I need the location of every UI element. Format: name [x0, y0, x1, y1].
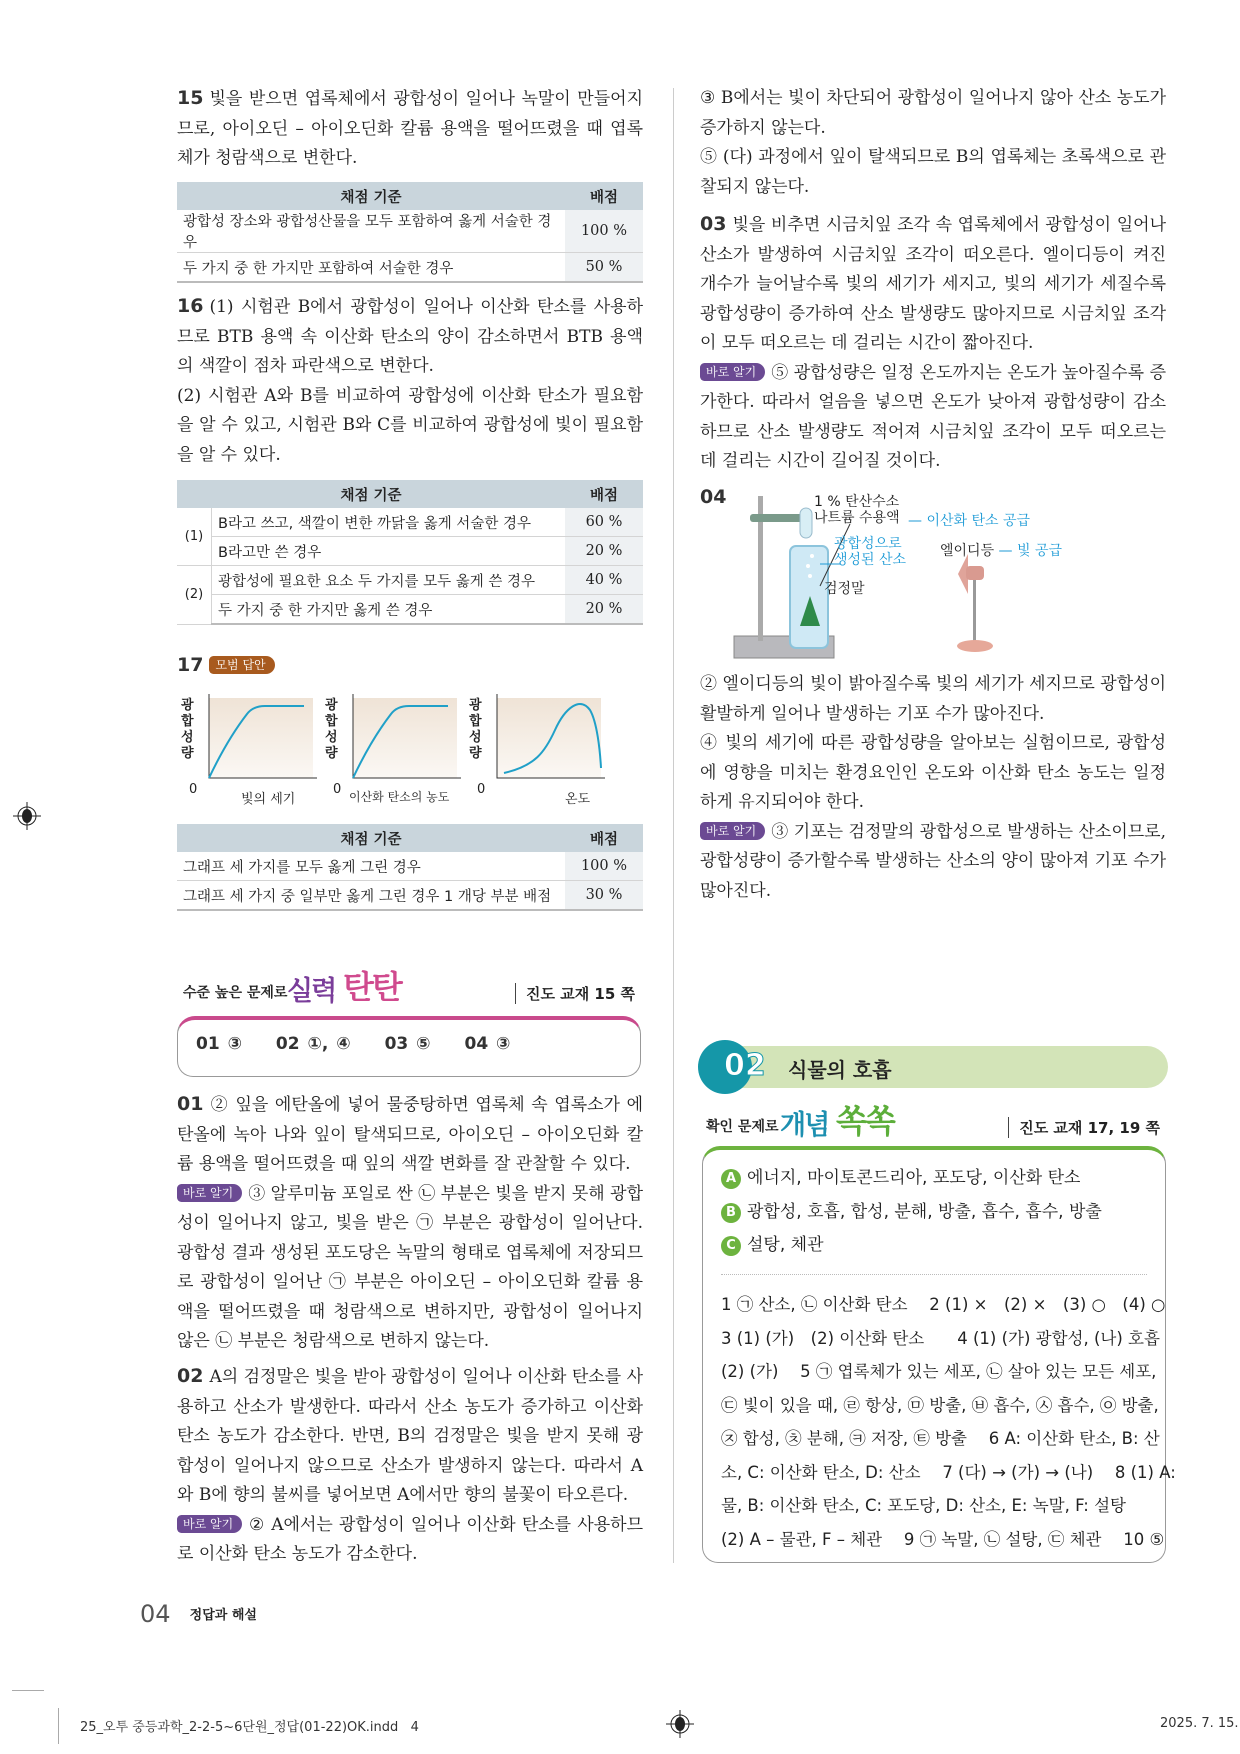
chapter-number: 02 — [724, 1048, 766, 1083]
q-number: 04 — [700, 486, 727, 508]
concept-mark: A — [721, 1169, 741, 1189]
answer-text: ④ 빛의 세기에 따른 광합성량을 알아보는 실험이므로, 광합성에 영향을 미치는 환경요인인 온도와 이산화 탄소 농도는 일정하게 유지되어야 한다. — [700, 733, 1166, 812]
header-points: 배점 — [565, 182, 643, 210]
answer-line: 1 ㉠ 산소, ㉡ 이산화 탄소 2 (1) × (2) × (3) ○ (4) ○ — [721, 1295, 1166, 1314]
criteria: 광합성 장소와 광합성산물을 모두 포함하여 옳게 서술한 경우 — [177, 210, 565, 253]
points: 50 % — [565, 253, 643, 283]
x-axis-label: 이산화 탄소의 농도 — [349, 790, 450, 804]
answer-line: ㉨ 합성, ㉩ 분해, ㉪ 저장, ㉫ 방출 6 A: 이산화 탄소, B: 산 — [721, 1429, 1160, 1448]
y-axis-label: 광합성량 — [469, 698, 482, 761]
chapter-banner — [702, 1046, 1168, 1088]
criteria: 그래프 세 가지를 모두 옳게 그린 경우 — [177, 852, 565, 881]
answer-lines — [721, 1288, 1176, 1556]
correction-badge: 바로 알기 — [177, 1515, 242, 1533]
graph-light — [209, 694, 317, 778]
correction-badge: 바로 알기 — [700, 822, 765, 840]
model-answer-badge: 모범 답안 — [209, 656, 274, 674]
quick-answer: 02 ①, ④ — [275, 1034, 351, 1054]
table-row — [177, 537, 643, 566]
led-label: 엘이디등 — 빛 공급 — [940, 543, 1063, 559]
a03 — [700, 210, 1166, 477]
column-divider — [673, 88, 674, 1563]
section-header-silryeok — [177, 968, 643, 1008]
textbook-reference: 진도 교재 17, 19 쪽 — [1008, 1117, 1160, 1138]
oxygen-label — [834, 536, 906, 568]
label-line: 나트륨 수용액 — [814, 510, 900, 526]
q-number: 01 — [177, 1093, 204, 1115]
label-line: 생성된 산소 — [834, 552, 907, 568]
quick-answers-box — [177, 1016, 641, 1077]
section-title-accent: 쏙쏙 — [836, 1102, 894, 1140]
label-text: 빛 공급 — [1017, 543, 1063, 559]
concept-answers-box — [702, 1146, 1176, 1563]
header-points: 배점 — [565, 480, 643, 508]
points: 20 % — [565, 595, 643, 625]
points: 30 % — [565, 881, 643, 911]
quick-answer: 01 ③ — [196, 1034, 242, 1054]
concept-list — [721, 1162, 1102, 1263]
co2-supply-label: — 이산화 탄소 공급 — [908, 513, 1031, 529]
answer-text: 빛을 받으면 엽록체에서 광합성이 일어나 녹말이 만들어지므로, 아이오딘 – 아이오딘화 칼륨 용액을 떨어뜨렸을 때 엽록체가 청람색으로 변한다. — [177, 89, 643, 168]
y-axis-label: 광합성량 — [325, 698, 338, 761]
concept-mark: C — [721, 1236, 741, 1256]
crop-mark — [58, 1708, 59, 1744]
scoring-table-17 — [177, 824, 643, 911]
section-title: 개념 — [780, 1110, 829, 1141]
points: 40 % — [565, 566, 643, 595]
answer-text: ③ 알루미늄 포일로 싼 ㉡ 부분은 빛을 받지 못해 광합성이 일어나지 않고, 빛을 받은 ㉠ 부분은 광합성이 일어난다. 광합성 결과 생성된 포도당은 녹말의 형태로 엽록체에 저장되므로 광합성이 일어난 ㉠ 부분은 아이오딘 – 아이오딘화 칼륨 용액을 떨어뜨렸을 때 청람색으로 변하지만, 광합성이 일어나지 않은 ㉡ 부분은 청람색으로 변하지 않는다. — [177, 1183, 643, 1351]
answer-line: ㉢ 빛이 있을 때, ㉣ 항상, ㉤ 방출, ㉥ 흡수, ㉦ 흡수, ㉧ 방출, — [721, 1395, 1159, 1415]
concept-mark: B — [721, 1203, 741, 1223]
answer-line: 물, B: 이산화 탄소, C: 포도당, D: 산소, E: 녹말, F: 설탕 — [721, 1496, 1126, 1515]
concept-text: 설탕, 체관 — [747, 1235, 824, 1255]
a04 — [700, 670, 1166, 906]
origin-label: 0 — [333, 782, 342, 797]
points: 100 % — [565, 210, 643, 253]
scoring-table-15 — [177, 182, 643, 283]
table-row — [177, 508, 643, 537]
concept-text: 에너지, 마이토콘드리아, 포도당, 이산화 탄소 — [747, 1168, 1081, 1188]
criteria: 두 가지 중 한 가지만 포함하여 서술한 경우 — [177, 253, 565, 283]
registration-mark-icon — [666, 1710, 694, 1738]
crop-mark — [12, 1690, 44, 1691]
group-label: (1) — [177, 508, 212, 566]
concept-item — [721, 1196, 1102, 1230]
answer-text: (1) 시험관 B에서 광합성이 일어나 이산화 탄소를 사용하므로 BTB 용액 속 이산화 탄소의 양이 감소하면서 BTB 용액의 색깔이 점차 파란색으로 변한다. — [177, 297, 643, 376]
print-filename: 25_오투 중등과학_2-2-5~6단원_정답(01-22)OK.indd 4 — [80, 1720, 419, 1735]
quick-answer: 04 ③ — [464, 1034, 511, 1054]
answer-text: (2) 시험관 A와 B를 비교하여 광합성에 이산화 탄소가 필요함을 알 수 있고, 시험관 B와 C를 비교하여 광합성에 빛이 필요함을 알 수 있다. — [177, 385, 643, 465]
q-number: 15 — [177, 87, 204, 109]
footer-title: 정답과 해설 — [189, 1608, 257, 1623]
answer-text: A의 검정말은 빛을 받아 광합성이 일어나 이산화 탄소를 사용하고 산소가 발생한다. 따라서 산소 농도가 증가하고 이산화 탄소 농도가 감소한다. 반면, B의 검정말은 빛을 받지 못해 광합성이 일어나지 않으므로 산소가 발생하지 않는다. 따라서 A와 B에 향의 불씨를 넣어보면 A에서만 향의 불꽃이 타오른다. — [177, 1367, 643, 1505]
a02 — [177, 1362, 643, 1570]
chapter-title: 식물의 호흡 — [788, 1058, 892, 1082]
solution-label — [814, 494, 900, 526]
x-axis-label: 빛의 세기 — [241, 792, 296, 807]
answer-text: ③ 기포는 검정말의 광합성으로 발생하는 산소이므로, 광합성량이 증가할수록 발생하는 산소의 양이 많아져 기포 수가 많아진다. — [700, 821, 1166, 901]
points: 60 % — [565, 508, 643, 537]
section-subtitle: 수준 높은 문제로 — [183, 985, 288, 1001]
a02-continued — [700, 84, 1166, 202]
origin-label: 0 — [189, 782, 198, 797]
q15 — [177, 84, 643, 174]
x-axis-label: 온도 — [565, 792, 591, 807]
page-number: 04 — [140, 1600, 171, 1628]
group-label: (2) — [177, 566, 212, 625]
header-criteria: 채점 기준 — [177, 824, 565, 852]
label-text: 이산화 탄소 공급 — [926, 513, 1031, 529]
q16 — [177, 292, 643, 470]
header-points: 배점 — [565, 824, 643, 852]
section-subtitle: 확인 문제로 — [706, 1119, 779, 1135]
graphs-row — [177, 690, 643, 810]
section-title: 실력 — [287, 976, 336, 1007]
scoring-table-16 — [177, 480, 643, 625]
q17 — [177, 654, 643, 676]
answer-line: 3 (1) (가) (2) 이산화 탄소 4 (1) (가) 광합성, (나) 호흡 — [721, 1328, 1160, 1348]
points: 100 % — [565, 852, 643, 881]
q-number: 16 — [177, 295, 204, 317]
header-criteria: 채점 기준 — [177, 182, 565, 210]
criteria: 광합성에 필요한 요소 두 가지를 모두 옳게 쓴 경우 — [212, 566, 566, 595]
criteria: B라고만 쓴 경우 — [212, 537, 566, 566]
answer-text: ⑤ 광합성량은 일정 온도까지는 온도가 높아질수록 증가한다. 따라서 얼음을 넣으면 온도가 낮아져 광합성량이 감소하므로 산소 발생량도 적어져 시금치잎 조각이 모두 떠오르는 데 걸리는 시간이 길어질 것이다. — [700, 362, 1166, 471]
section-header-gaenyeom — [700, 1102, 1168, 1142]
header-criteria: 채점 기준 — [177, 480, 565, 508]
q-number: 03 — [700, 213, 727, 235]
answer-text: 빛을 비추면 시금치잎 조각 속 엽록체에서 광합성이 일어나 산소가 발생하여 시금치잎 조각이 떠오른다. 엘이디등이 켜진 개수가 늘어날수록 빛의 세기가 세지고, 빛의 세기가 세질수록 광합성량이 증가하여 산소 발생량도 많아지므로 시금치잎 조각이 모두 떠오르는 데 걸리는 시간이 짧아진다. — [700, 215, 1166, 353]
q-number: 17 — [177, 654, 204, 676]
criteria: B라고 쓰고, 색깔이 변한 까닭을 옳게 서술한 경우 — [212, 508, 566, 537]
a01 — [177, 1090, 643, 1357]
criteria: 두 가지 중 한 가지만 옳게 쓴 경우 — [212, 595, 566, 625]
correction-badge: 바로 알기 — [177, 1184, 242, 1202]
quick-answer: 03 ⑤ — [384, 1034, 431, 1054]
dotted-divider — [721, 1274, 1147, 1275]
registration-mark-icon — [13, 802, 41, 830]
criteria: 그래프 세 가지 중 일부만 옳게 그린 경우 1 개당 부분 배점 — [177, 881, 565, 911]
graph-temperature — [497, 694, 605, 778]
table-row — [177, 595, 643, 625]
points: 20 % — [565, 537, 643, 566]
concept-text: 광합성, 호흡, 합성, 분해, 방출, 흡수, 흡수, 방출 — [747, 1201, 1102, 1222]
a04-figure — [700, 486, 1166, 661]
answer-text: ⑤ (다) 과정에서 잎이 탈색되므로 B의 엽록체는 초록색으로 관찰되지 않는다. — [700, 147, 1166, 197]
answer-text: ② 엘이디등의 빛이 밝아질수록 빛의 세기가 세지므로 광합성이 활발하게 일어나 발생하는 기포 수가 많아진다. — [700, 674, 1166, 724]
answer-line: 소, C: 이산화 탄소, D: 산소 7 (다) → (가) → (나) 8 (1) A: — [721, 1462, 1176, 1482]
concept-item — [721, 1229, 1102, 1263]
answer-text: ③ B에서는 빛이 차단되어 광합성이 일어나지 않아 산소 농도가 증가하지 않는다. — [700, 88, 1166, 138]
y-axis-label: 광합성량 — [181, 698, 194, 761]
table-row — [177, 253, 643, 283]
textbook-reference: 진도 교재 15 쪽 — [515, 983, 635, 1004]
table-row — [177, 881, 643, 911]
graph-co2 — [353, 694, 461, 778]
answer-line: (2) (가) 5 ㉠ 엽록체가 있는 세포, ㉡ 살아 있는 모든 세포, — [721, 1362, 1157, 1381]
section-title-accent: 탄탄 — [343, 968, 401, 1006]
page-footer — [140, 1600, 257, 1628]
answer-line: (2) A – 물관, F – 체관 9 ㉠ 녹말, ㉡ 설탕, ㉢ 체관 10 ⑤ — [721, 1529, 1165, 1549]
table-row — [177, 852, 643, 881]
print-date: 2025. 7. 15. — [1160, 1716, 1239, 1731]
origin-label: 0 — [477, 782, 486, 797]
answer-text: ② A에서는 광합성이 일어나 이산화 탄소를 사용하므로 이산화 탄소 농도가 감소한다. — [177, 1514, 643, 1564]
q-number: 02 — [177, 1365, 204, 1387]
label-text: 엘이디등 — [940, 543, 995, 559]
label-line: 1 % 탄산수소 — [814, 494, 900, 510]
table-row — [177, 566, 643, 595]
plant-label: 검정말 — [824, 581, 865, 597]
answer-text: ② 잎을 에탄올에 넣어 물중탕하면 엽록체 속 엽록소가 에탄올에 녹아 나와 잎이 탈색되므로, 아이오딘 – 아이오딘화 칼륨 용액을 떨어뜨렸을 때 잎의 색깔 변화를 잘 관찰할 수 있다. — [177, 1095, 643, 1174]
label-line: 광합성으로 — [834, 536, 902, 552]
concept-item — [721, 1162, 1102, 1196]
correction-badge: 바로 알기 — [700, 363, 765, 381]
table-row — [177, 210, 643, 253]
